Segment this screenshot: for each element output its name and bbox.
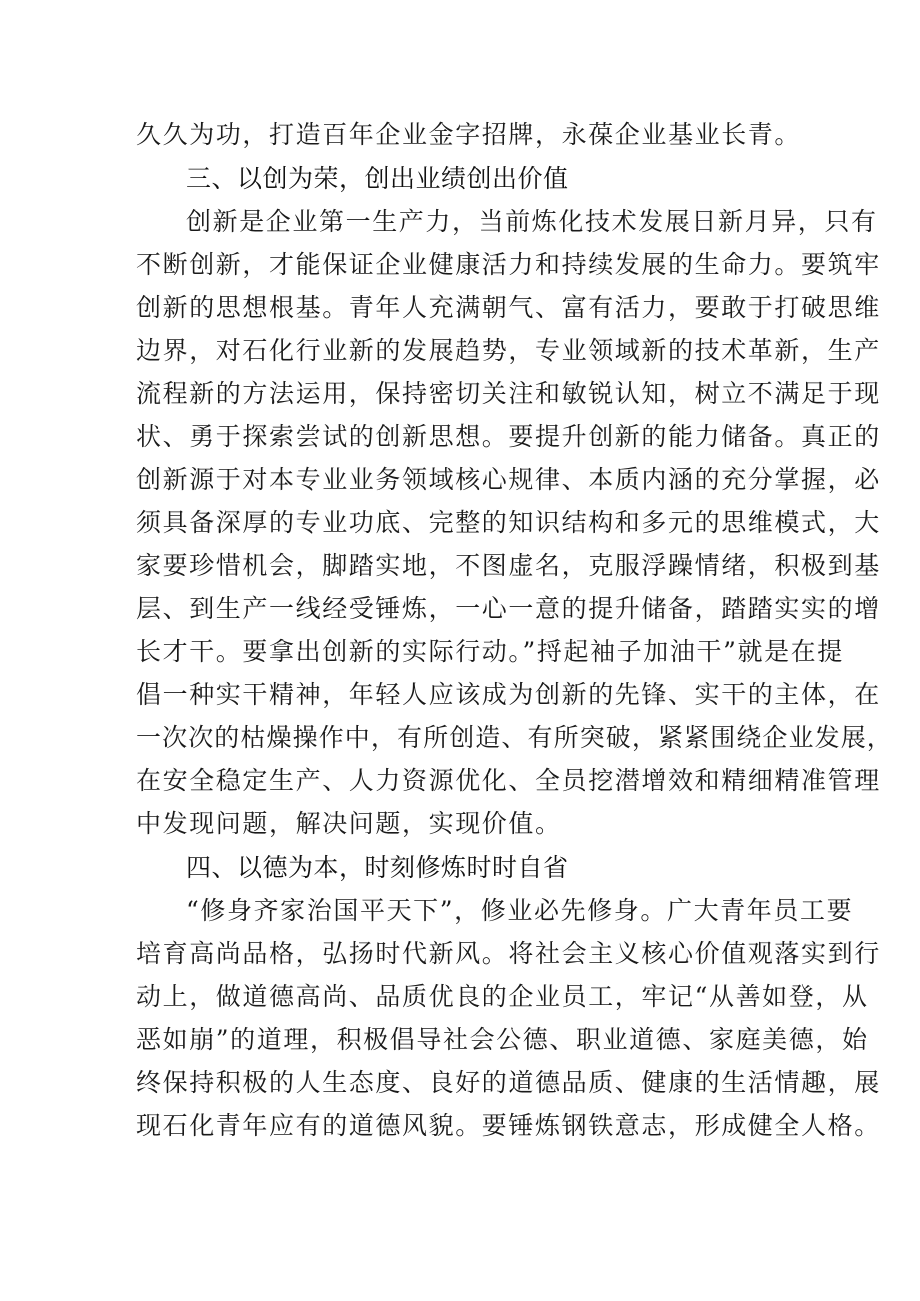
section-3-paragraph-line: 流程新的方法运用，保持密切关注和敏锐认知，树立不满足于现 (136, 379, 881, 408)
section-3-paragraph-line: 一次次的枯燥操作中，有所创造、有所突破，紧紧围绕企业发展， (136, 723, 893, 752)
section-3-heading: 三、以创为荣，创出业绩创出价值 (186, 164, 569, 193)
section-4-paragraph-line: 恶如崩”的道理，积极倡导社会公德、职业道德、家庭美德，始 (136, 1025, 869, 1054)
section-4-paragraph-line: 现石化青年应有的道德风貌。要锤炼钢铁意志，形成健全人格。 (136, 1111, 881, 1140)
section-3-paragraph-line: 长才干。要拿出创新的实际行动。”捋起袖子加油干”就是在提 (136, 637, 844, 666)
section-3-paragraph-line: 倡一种实干精神，年轻人应该成为创新的先锋、实干的主体，在 (136, 680, 881, 709)
section-3-paragraph-line: 家要珍惜机会，脚踏实地，不图虚名，克服浮躁情绪，积极到基 (136, 551, 881, 580)
section-4-paragraph-line: 培育高尚品格，弘扬时代新风。将社会主义核心价值观落实到行 (136, 939, 881, 968)
section-3-paragraph-line: 创新是企业第一生产力，当前炼化技术发展日新月异，只有 (186, 207, 878, 236)
section-3-paragraph-line: 在安全稳定生产、人力资源优化、全员挖潜增效和精细精准管理 (136, 766, 881, 795)
section-4-heading: 四、以德为本，时刻修炼时时自省 (186, 853, 569, 882)
section-3-paragraph-line: 中发现问题，解决问题，实现价值。 (136, 809, 562, 838)
section-3-paragraph-line: 创新源于对本专业业务领域核心规律、本质内涵的充分掌握，必 (136, 465, 881, 494)
section-4-paragraph-line: 动上，做道德高尚、品质优良的企业员工，牢记“从善如登，从 (136, 982, 869, 1011)
section-3-paragraph-line: 创新的思想根基。青年人充满朝气、富有活力，要敢于打破思维 (136, 293, 881, 322)
section-3-paragraph-line: 须具备深厚的专业功底、完整的知识结构和多元的思维模式，大 (136, 508, 881, 537)
intro-line: 久久为功，打造百年企业金字招牌，永葆企业基业长青。 (136, 120, 802, 149)
section-4-paragraph-line: “修身齐家治国平天下”，修业必先修身。广大青年员工要 (186, 896, 854, 925)
section-3-paragraph-line: 层、到生产一线经受锤炼，一心一意的提升储备，踏踏实实的增 (136, 594, 881, 623)
section-3-paragraph-line: 不断创新，才能保证企业健康活力和持续发展的生命力。要筑牢 (136, 250, 881, 279)
section-3-paragraph-line: 边界，对石化行业新的发展趋势，专业领域新的技术革新，生产 (136, 336, 881, 365)
section-3-paragraph-line: 状、勇于探索尝试的创新思想。要提升创新的能力储备。真正的 (136, 422, 881, 451)
section-4-paragraph-line: 终保持积极的人生态度、良好的道德品质、健康的生活情趣，展 (136, 1068, 881, 1097)
